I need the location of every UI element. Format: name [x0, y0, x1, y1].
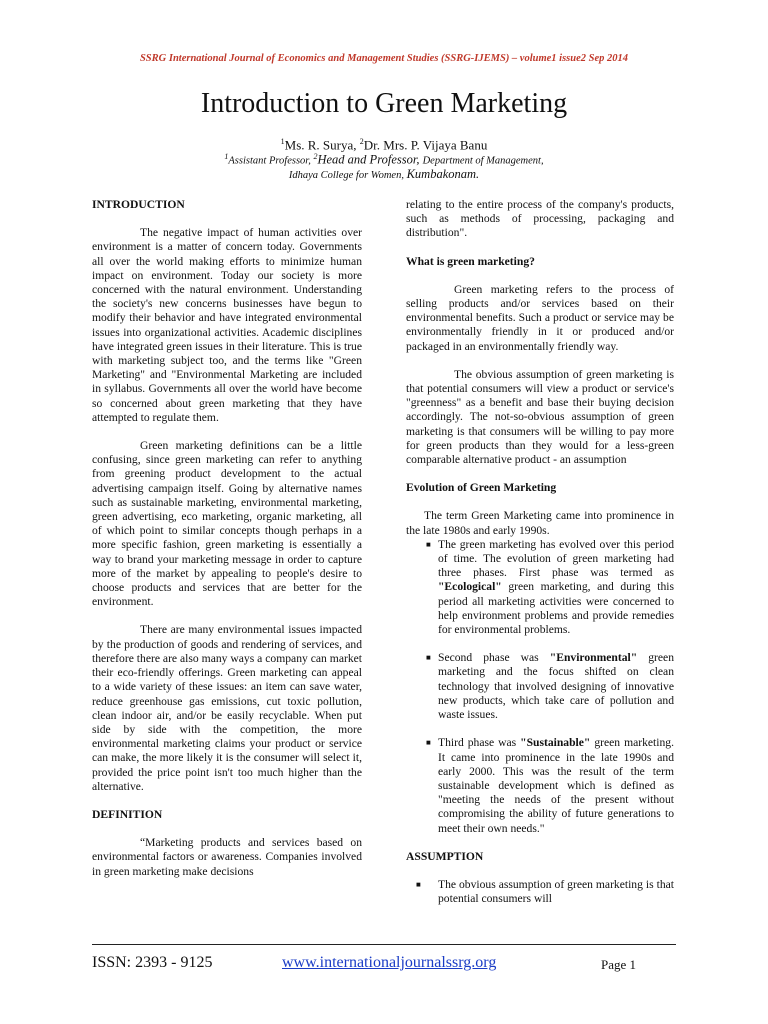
affil-sup-1: 1: [224, 152, 229, 161]
paper-title: Introduction to Green Marketing: [200, 88, 568, 119]
assumption-bullet: [406, 878, 674, 906]
bullet-1-text-pre: The green marketing has evolved over this period of time. The evolution of green marketing had three phases. First phase was termed as: [438, 537, 674, 580]
journal-url-link[interactable]: www.internationaljournalssrg.org: [282, 954, 497, 971]
bullet-1-text-post: green marketing, and during this period all marketing activities were concerned to help environment problems and provide remedies for environmental problems.: [438, 580, 674, 637]
issn: ISSN: 2393 - 9125: [92, 954, 213, 971]
affil-role-1: Assistant Professor,: [228, 155, 314, 167]
intro-paragraph-3: There are many environmental issues impacted by the production of goods and rendering of services, and therefore there are also many ways a company can market their eco-friendly offerings. Green marketing can appeal to a wide variety of these issues: an item can save water, reduce greenhouse gas emissions, cut toxic pollution, clean indoor air, and/or be easily recyclable. When put side by side with the competition, the more environmental marketing claims your product or service can make, the more likely it is the consumer will select it, provided the price point isn't too much higher than the alternative.: [92, 623, 362, 793]
author1: Ms. R. Surya,: [284, 137, 360, 153]
evolution-bullet-3: [406, 736, 674, 835]
what-paragraph-1: Green marketing refers to the process of selling products and/or services based on their environmental benefits. Such a product or service may be environmentally friendly in it or produced and/or packaged in an environmentally friendly way.: [406, 282, 674, 353]
bullet-2-text-pre: Second phase was: [438, 651, 550, 665]
definition-continued: relating to the entire process of the company's products, such as methods of processing, packaging and distribution".: [406, 198, 674, 240]
intro-paragraph-1: The negative impact of human activities over environment is a matter of concern today. Governments all over the world making efforts to minimize human impact on environment. Today our society is more concerned with the natural environment. Understanding the society's new concerns businesses have begun to modify their behavior and have integrated environmental issues into organizational activities. Academic disciplines have integrated green issues in their literature. This is true with marketing subject too, and the terms like "Green Marketing" and "Environmental Marketing are included in syllabus. Governments all over the world have become so concerned about green marketing that they have attempted to regulate them.: [92, 226, 362, 424]
affil-college: Idhaya College for Women,: [288, 170, 407, 181]
bullet-3-text-pre: Third phase was: [438, 736, 521, 750]
bullet-icon: ■: [426, 653, 431, 663]
affiliation-line-2: [0, 167, 768, 182]
bullet-icon: ■: [426, 738, 431, 748]
heading-what-is-green-marketing: What is green marketing?: [406, 254, 535, 268]
footer-rule: [92, 944, 676, 945]
heading-assumption: ASSUMPTION: [406, 849, 484, 863]
journal-header: SSRG International Journal of Economics and Management Studies (SSRG-IJEMS) – volume1 issue2 Sep 2014: [139, 53, 629, 64]
bullet-1-bold: "Ecological": [438, 580, 502, 594]
bullet-icon: ■: [426, 539, 431, 549]
evolution-paragraph: The term Green Marketing came into prominence in the late 1980s and early 1990s.: [406, 509, 674, 537]
authors-line: [0, 137, 768, 153]
bullet-2-text-post: green marketing and the focus shifted on clean technology that involved designing of innovative new products, which take care of pollution and waste issues.: [438, 651, 674, 722]
author1-sup: 1: [280, 137, 285, 146]
affiliation-line-1: [0, 152, 768, 168]
what-paragraph-2: The obvious assumption of green marketing is that potential consumers will view a product or service's "greenness" as a benefit and base their buying decision accordingly. The not-so-obvious assumption of green marketing is that consumers will be willing to pay more for green products than they would for a less-green comparable alternative product - an assumption: [406, 367, 674, 467]
affil-city: Kumbakonam.: [406, 167, 480, 181]
definition-paragraph: “Marketing products and services based on environmental factors or awareness. Companies involved in green marketing make decisions: [92, 836, 362, 878]
left-column: [92, 198, 362, 893]
heading-introduction: INTRODUCTION: [92, 198, 185, 211]
heading-evolution: Evolution of Green Marketing: [406, 481, 557, 495]
author2-sup: 2: [359, 137, 364, 146]
evolution-bullet-1: [406, 538, 674, 637]
intro-paragraph-2: Green marketing definitions can be a little confusing, since green marketing can refer to anything from greening product development to the actual advertising campaign itself. Going by alternative names such as sustainable marketing, environmental marketing, green advertising, eco marketing, organic marketing, all of which point to similar concepts though perhaps in a more specific fashion, green marketing is essentially a way to brand your marketing message in order to capture more of the market by appealing to people's desire to choose products and services that are better for the environment.: [92, 439, 362, 609]
affil-dept: Department of Management,: [422, 155, 544, 167]
author2: Dr. Mrs. P. Vijaya Banu: [363, 137, 488, 153]
heading-definition: DEFINITION: [92, 807, 163, 821]
bullet-3-text-post: green marketing. It came into prominence in the late 1990s and early 2000. This was the result of the term sustainable development which is defined as "meeting the needs of the present without compromising the ability of future generations to meet their own needs.": [438, 736, 674, 835]
right-column: [406, 198, 674, 920]
evolution-bullet-2: [406, 651, 674, 722]
affil-sup-2: 2: [313, 152, 318, 161]
page-number: Page 1: [600, 957, 636, 972]
bullet-icon: ■: [416, 879, 421, 889]
affil-role-2: Head and Professor,: [317, 152, 423, 167]
bullet-3-bold: "Sustainable": [520, 736, 591, 750]
bullet-2-bold: "Environmental": [549, 651, 638, 665]
assumption-bullet-text: The obvious assumption of green marketing is that potential consumers will: [438, 877, 674, 906]
